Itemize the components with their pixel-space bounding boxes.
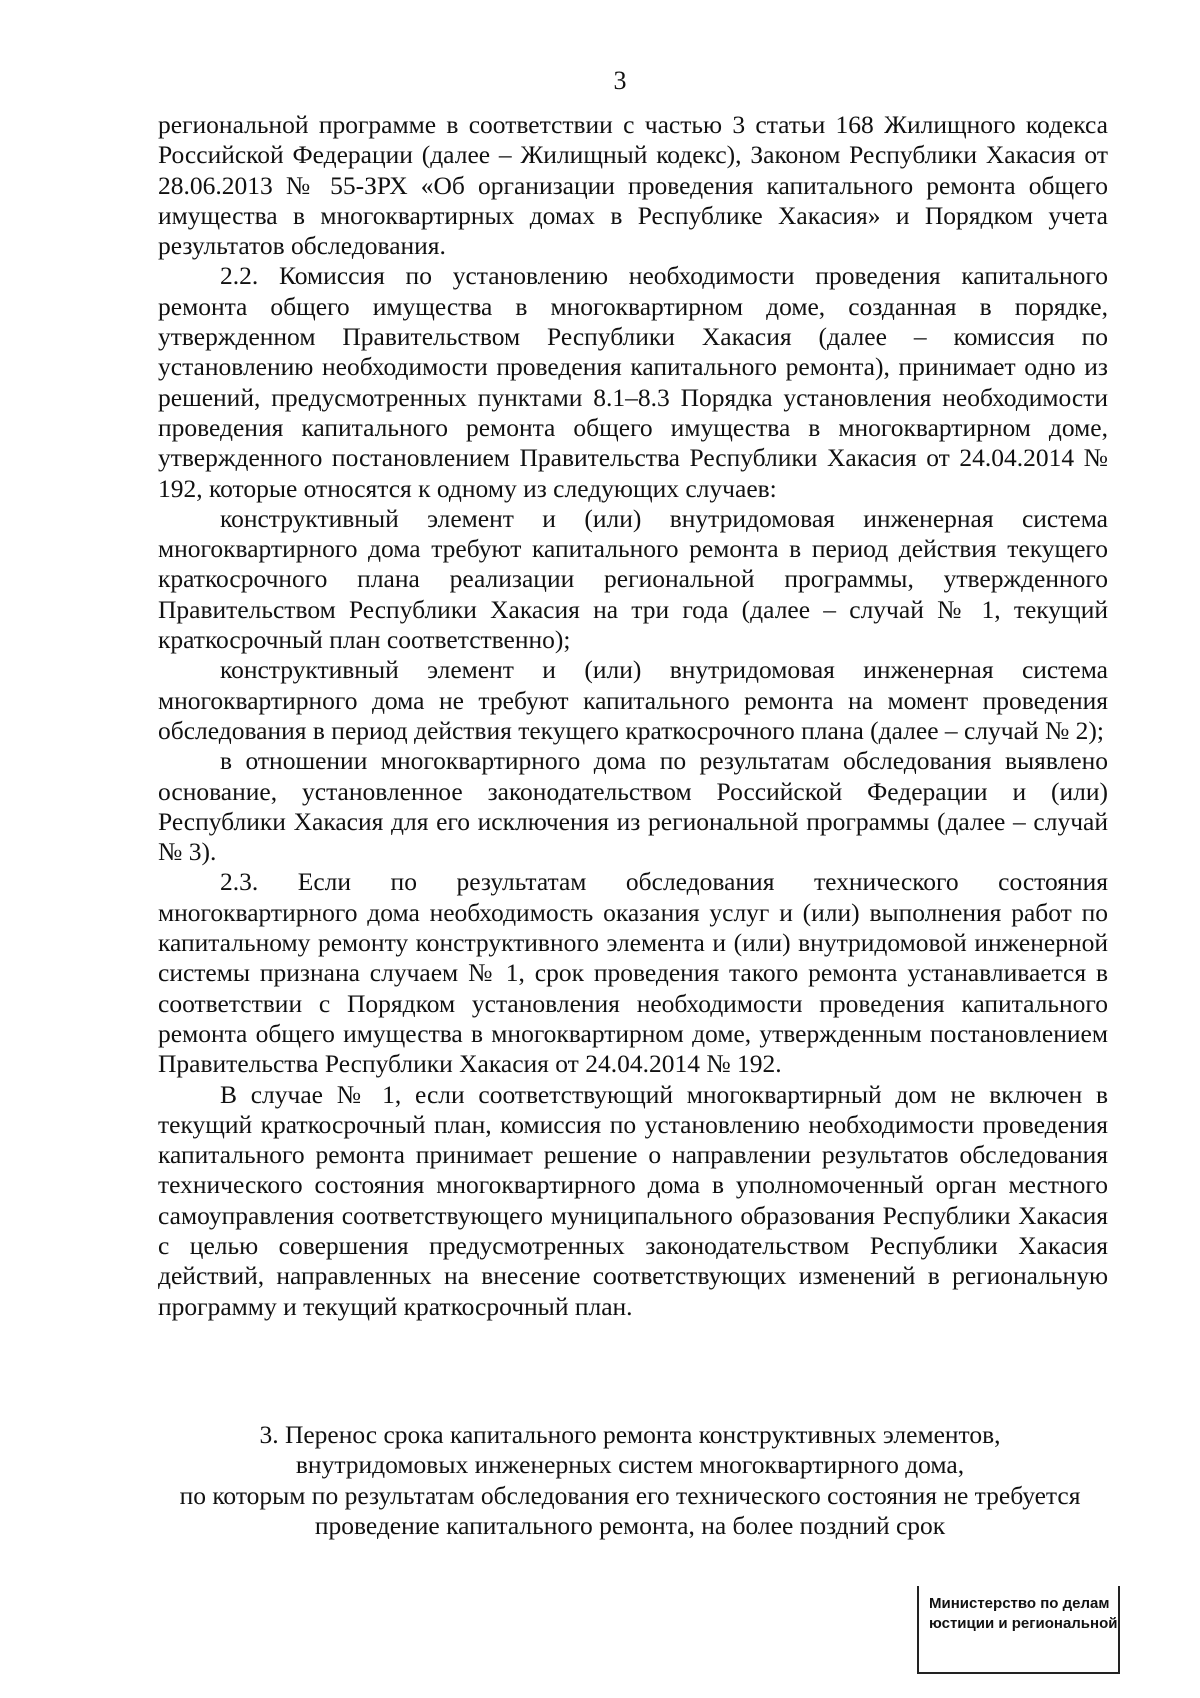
- paragraph-2-2: 2.2. Комиссия по установлению необходимости проведения капитального ремонта общего имущества в многоквартирном доме, созданная в порядке, утвержденном Правительством Республики Хакасия (далее – комиссия по установлению необходимости проведения капитального ремонта), принимает одно из решений, предусмотренных пунктами 8.1–8.3 Порядка установления необходимости проведения капитального ремонта общего имущества в многоквартирном доме, утвержденного постановлением Правительства Республики Хакасия от 24.04.2014 № 192, которые относятся к одному из следующих случаев:: [158, 261, 1108, 503]
- paragraph-case-1-note: В случае № 1, если соответствующий многоквартирный дом не включен в текущий краткосрочный план, комиссия по установлению необходимости проведения капитального ремонта принимает решение о направлении результатов обследования технического состояния многоквартирного дома в уполномоченный орган местного самоуправления соответствующего муниципального образования Республики Хакасия с целью совершения предусмотренных законодательством Республики Хакасия действий, направленных на внесение соответствующих изменений в региональную программу и текущий краткосрочный план.: [158, 1079, 1108, 1321]
- stamp-line: юстиции и региональной: [929, 1615, 1118, 1632]
- document-body: [158, 110, 1108, 1322]
- ministry-stamp: [917, 1586, 1120, 1674]
- paragraph-continuation: региональной программе в соответствии с частью 3 статьи 168 Жилищного кодекса Российской Федерации (далее – Жилищный кодекс), Законом Республики Хакасия от 28.06.2013 № 55-ЗРХ «Об организации проведения капитального ремонта общего имущества в многоквартирных домах в Республике Хакасия» и Порядком учета результатов обследования.: [158, 110, 1108, 261]
- paragraph-case-3: в отношении многоквартирного дома по результатам обследования выявлено основание, установленное законодательством Российской Федерации и (или) Республики Хакасия для его исключения из региональной программы (далее – случай № 3).: [158, 746, 1108, 867]
- heading-line: проведение капитального ремонта, на более поздний срок: [314, 1510, 946, 1540]
- heading-line: 3. Перенос срока капитального ремонта конструктивных элементов,: [259, 1420, 1001, 1449]
- page-number: 3: [613, 66, 627, 95]
- paragraph-case-2: конструктивный элемент и (или) внутридомовая инженерная система многоквартирного дома не требуют капитального ремонта на момент проведения обследования в период действия текущего краткосрочного плана (далее – случай № 2);: [158, 655, 1108, 745]
- heading-line: внутридомовых инженерных систем многоквартирного дома,: [295, 1450, 965, 1480]
- stamp-line: Министерство по делам: [929, 1595, 1110, 1612]
- paragraph-case-1: конструктивный элемент и (или) внутридомовая инженерная система многоквартирного дома требуют капитального ремонта в период действия текущего краткосрочного плана реализации региональной программы, утвержденного Правительством Республики Хакасия на три года (далее – случай № 1, текущий краткосрочный план соответственно);: [158, 503, 1108, 655]
- section-3-heading: [150, 1420, 1110, 1541]
- heading-line: по которым по результатам обследования его технического состояния не требуется: [179, 1480, 1081, 1510]
- paragraph-2-3: 2.3. Если по результатам обследования технического состояния многоквартирного дома необходимость оказания услуг и (или) выполнения работ по капитальному ремонту конструктивного элемента и (или) внутридомовой инженерной системы признана случаем № 1, срок проведения такого ремонта устанавливается в соответствии с Порядком установления необходимости проведения капитального ремонта общего имущества в многоквартирном доме, утвержденным постановлением Правительства Республики Хакасия от 24.04.2014 № 192.: [158, 867, 1108, 1079]
